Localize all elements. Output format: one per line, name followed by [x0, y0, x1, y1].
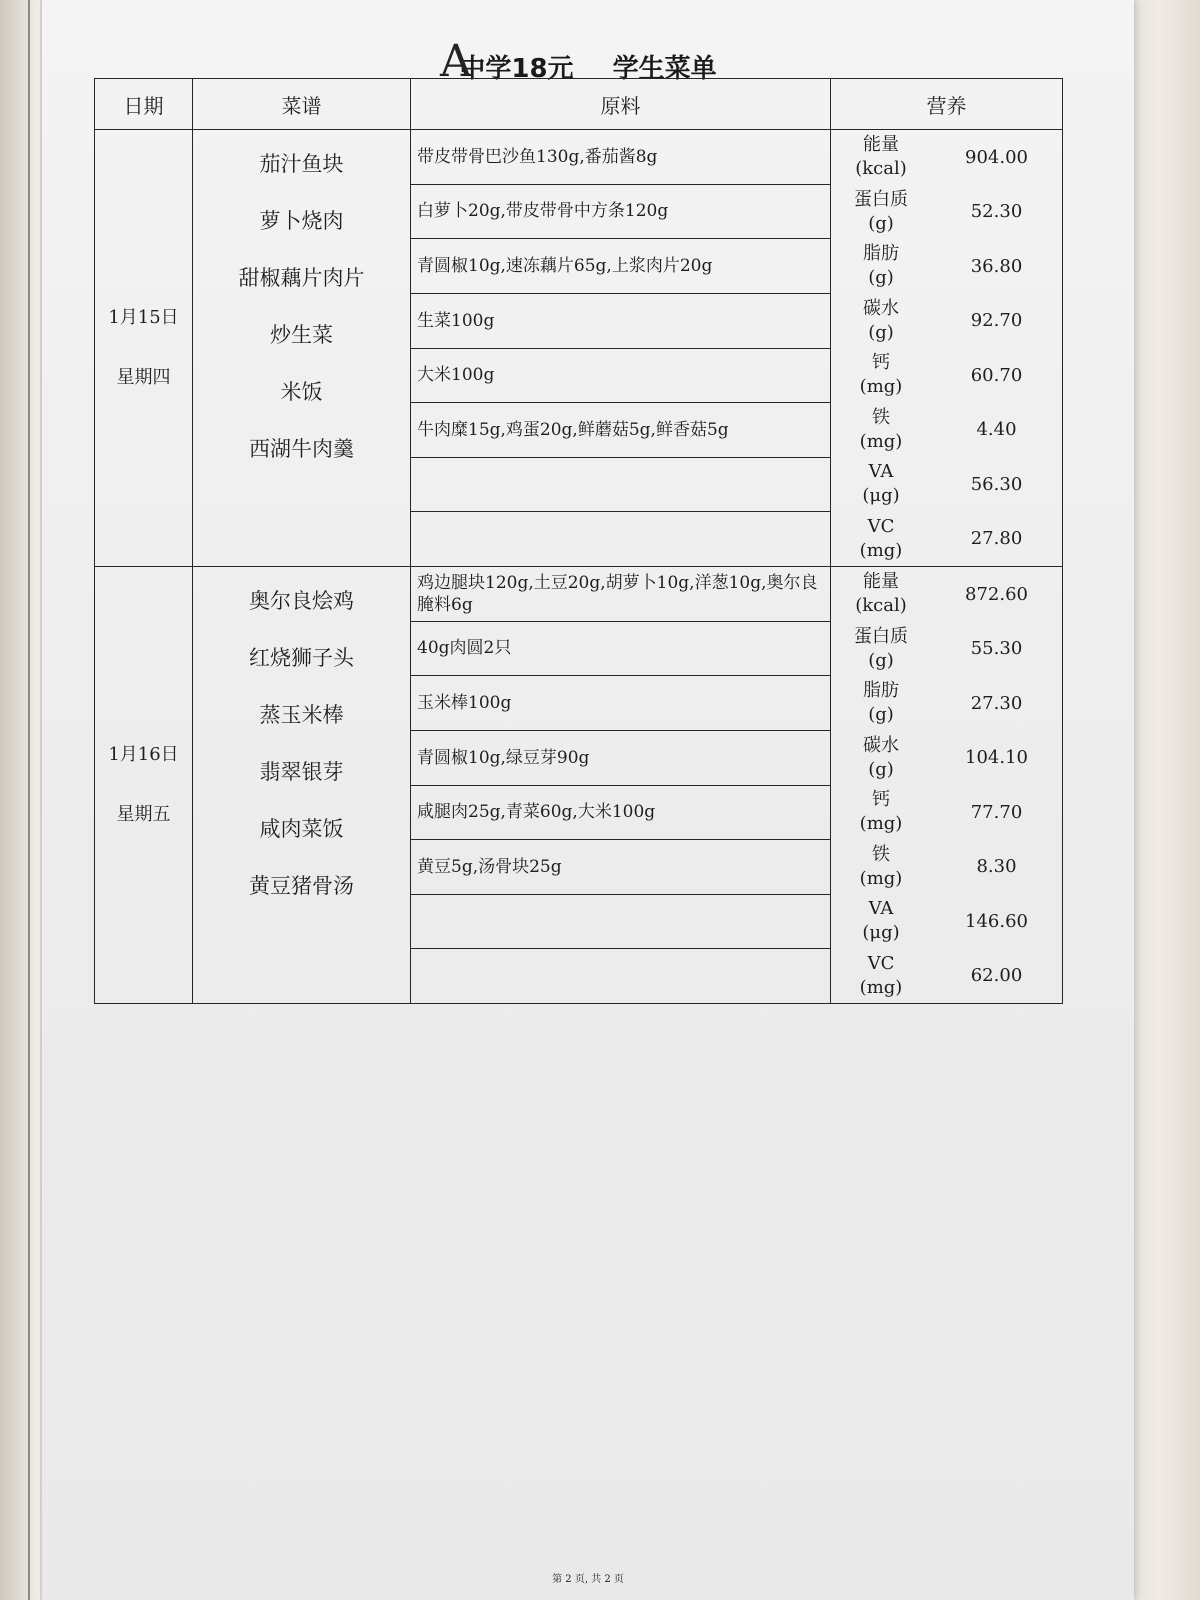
nutrient-name: 钙 — [872, 352, 890, 374]
nutrient-unit: (kcal) — [855, 595, 907, 617]
nutrition-cell — [831, 130, 1063, 567]
dish-list-cell — [193, 130, 411, 567]
nutrition-row — [831, 457, 1062, 512]
nutrient-name: 铁 — [872, 406, 890, 428]
nutrition-row — [831, 785, 1062, 840]
dish-name: 翡翠银芽 — [259, 760, 344, 784]
nutrient-name: 铁 — [872, 843, 890, 865]
date-cell — [95, 130, 193, 567]
date-text: 1月15日 — [108, 307, 179, 328]
title-school: 中学18元 — [459, 54, 574, 84]
nutrient-unit: (g) — [868, 212, 894, 234]
nutrient-unit: (μg) — [862, 922, 900, 944]
handwritten-grade-mark: A — [440, 36, 472, 87]
header-ingredients: 原料 — [411, 79, 831, 130]
ingredient-cell: 玉米棒100g — [411, 676, 831, 731]
nutrient-label-block — [831, 570, 931, 618]
nutrient-name: VA — [868, 898, 894, 920]
ingredient-cell — [411, 512, 831, 567]
menu-table — [94, 78, 1063, 1004]
date-text: 1月16日 — [108, 744, 179, 765]
nutrient-name: 碳水 — [863, 297, 899, 319]
nutrient-value: 36.80 — [970, 255, 1023, 277]
nutrition-row — [831, 130, 1062, 185]
nutrient-value: 872.60 — [965, 583, 1028, 605]
nutrition-cell — [831, 567, 1063, 1004]
date-cell — [95, 567, 193, 1004]
nutrient-unit: (mg) — [859, 976, 903, 998]
nutrient-label-block — [831, 843, 931, 891]
nutrient-label-block — [831, 188, 931, 236]
nutrient-unit: (mg) — [859, 867, 903, 889]
nutrient-label-block — [831, 625, 931, 673]
ingredient-cell: 牛肉糜15g,鸡蛋20g,鲜蘑菇5g,鲜香菇5g — [411, 403, 831, 458]
ingredient-cell: 白萝卜20g,带皮带骨中方条120g — [411, 184, 831, 239]
ingredient-cell: 大米100g — [411, 348, 831, 403]
menu-sheet — [42, 0, 1134, 1600]
nutrition-row — [831, 894, 1062, 949]
weekday-text: 星期四 — [116, 367, 171, 388]
ingredient-cell — [411, 894, 831, 949]
weekday-text: 星期五 — [116, 804, 171, 825]
nutrient-name: VC — [867, 515, 895, 537]
ingredient-cell: 黄豆5g,汤骨块25g — [411, 840, 831, 895]
nutrient-value: 52.30 — [970, 201, 1023, 223]
nutrition-row — [831, 676, 1062, 731]
nutrient-unit: (mg) — [859, 539, 903, 561]
nutrient-unit: (g) — [868, 649, 894, 671]
background-surface — [0, 0, 40, 1600]
nutrition-row — [831, 949, 1062, 1004]
ingredient-cell: 青圆椒10g,速冻藕片65g,上浆肉片20g — [411, 239, 831, 294]
nutrient-unit: (g) — [868, 321, 894, 343]
ingredient-cell: 鸡边腿块120g,土豆20g,胡萝卜10g,洋葱10g,奥尔良腌料6g — [411, 567, 831, 622]
dish-name: 西湖牛肉羹 — [249, 437, 354, 461]
binder-edge — [28, 0, 30, 1600]
ingredient-cell: 生菜100g — [411, 293, 831, 348]
ingredient-cell — [411, 457, 831, 512]
nutrient-unit: (μg) — [862, 485, 900, 507]
nutrient-value: 8.30 — [976, 856, 1017, 878]
nutrient-label-block — [831, 351, 931, 399]
ingredient-cell — [411, 949, 831, 1004]
nutrient-value: 904.00 — [965, 146, 1028, 168]
ingredient-cell: 40g肉圆2只 — [411, 621, 831, 676]
nutrition-row — [831, 567, 1062, 622]
nutrient-value: 27.80 — [970, 528, 1023, 550]
nutrient-name: 能量 — [863, 571, 899, 593]
nutrient-label-block — [831, 242, 931, 290]
nutrient-label-block — [831, 460, 931, 508]
menu-body — [95, 130, 1063, 1004]
nutrient-value: 92.70 — [970, 310, 1023, 332]
table-row — [95, 567, 1063, 622]
dish-name: 奥尔良烩鸡 — [249, 589, 354, 613]
nutrition-row — [831, 348, 1062, 403]
nutrition-row — [831, 185, 1062, 240]
nutrient-unit: (g) — [868, 758, 894, 780]
nutrient-value: 4.40 — [976, 419, 1017, 441]
nutrient-label-block — [831, 133, 931, 181]
nutrient-label-block — [831, 734, 931, 782]
ingredient-cell: 青圆椒10g,绿豆芽90g — [411, 730, 831, 785]
nutrient-unit: (kcal) — [855, 158, 907, 180]
nutrient-label-block — [831, 515, 931, 563]
header-dish: 菜谱 — [193, 79, 411, 130]
dish-name: 茄汁鱼块 — [259, 152, 344, 176]
nutrient-value: 77.70 — [970, 801, 1023, 823]
dish-name: 咸肉菜饭 — [259, 817, 344, 841]
nutrient-name: VA — [868, 461, 894, 483]
nutrient-value: 27.30 — [970, 692, 1023, 714]
nutrient-label-block — [831, 788, 931, 836]
dish-name: 甜椒藕片肉片 — [238, 266, 365, 290]
nutrient-value: 60.70 — [970, 364, 1023, 386]
nutrition-row — [831, 731, 1062, 786]
nutrient-name: 脂肪 — [863, 680, 899, 702]
header-nutrition: 营养 — [831, 79, 1063, 130]
nutrient-name: 碳水 — [863, 734, 899, 756]
table-header-row — [95, 79, 1063, 130]
nutrient-label-block — [831, 897, 931, 945]
nutrient-value: 146.60 — [965, 910, 1028, 932]
nutrition-row — [831, 239, 1062, 294]
nutrient-name: 钙 — [872, 789, 890, 811]
dish-name: 黄豆猪骨汤 — [249, 874, 354, 898]
ingredient-cell: 带皮带骨巴沙鱼130g,番茄酱8g — [411, 130, 831, 185]
dish-name: 萝卜烧肉 — [259, 209, 344, 233]
nutrient-unit: (g) — [868, 267, 894, 289]
table-row — [95, 130, 1063, 185]
nutrient-value: 104.10 — [965, 747, 1028, 769]
nutrient-name: 脂肪 — [863, 243, 899, 265]
title-name: 学生菜单 — [612, 54, 717, 84]
header-date: 日期 — [95, 79, 193, 130]
nutrient-value: 56.30 — [970, 473, 1023, 495]
dish-name: 炒生菜 — [270, 323, 333, 347]
nutrient-label-block — [831, 297, 931, 345]
nutrition-row — [831, 403, 1062, 458]
nutrient-unit: (mg) — [859, 376, 903, 398]
ingredient-cell: 咸腿肉25g,青菜60g,大米100g — [411, 785, 831, 840]
nutrient-name: 蛋白质 — [854, 188, 908, 210]
dish-name: 米饭 — [280, 380, 323, 404]
nutrition-row — [831, 840, 1062, 895]
nutrient-value: 55.30 — [970, 638, 1023, 660]
nutrition-row — [831, 622, 1062, 677]
dish-name: 红烧狮子头 — [249, 646, 354, 670]
nutrient-label-block — [831, 679, 931, 727]
nutrient-unit: (g) — [868, 704, 894, 726]
nutrient-value: 62.00 — [970, 965, 1023, 987]
page-footer: 第 2 页, 共 2 页 — [552, 1574, 624, 1585]
nutrient-name: 蛋白质 — [854, 625, 908, 647]
nutrient-label-block — [831, 406, 931, 454]
nutrient-unit: (mg) — [859, 430, 903, 452]
background-floor — [1130, 0, 1200, 1600]
nutrient-name: 能量 — [863, 134, 899, 156]
nutrition-row — [831, 512, 1062, 567]
nutrition-row — [831, 294, 1062, 349]
dish-list-cell — [193, 567, 411, 1004]
dish-name: 蒸玉米棒 — [259, 703, 344, 727]
nutrient-name: VC — [867, 952, 895, 974]
nutrient-label-block — [831, 952, 931, 1000]
nutrient-unit: (mg) — [859, 813, 903, 835]
